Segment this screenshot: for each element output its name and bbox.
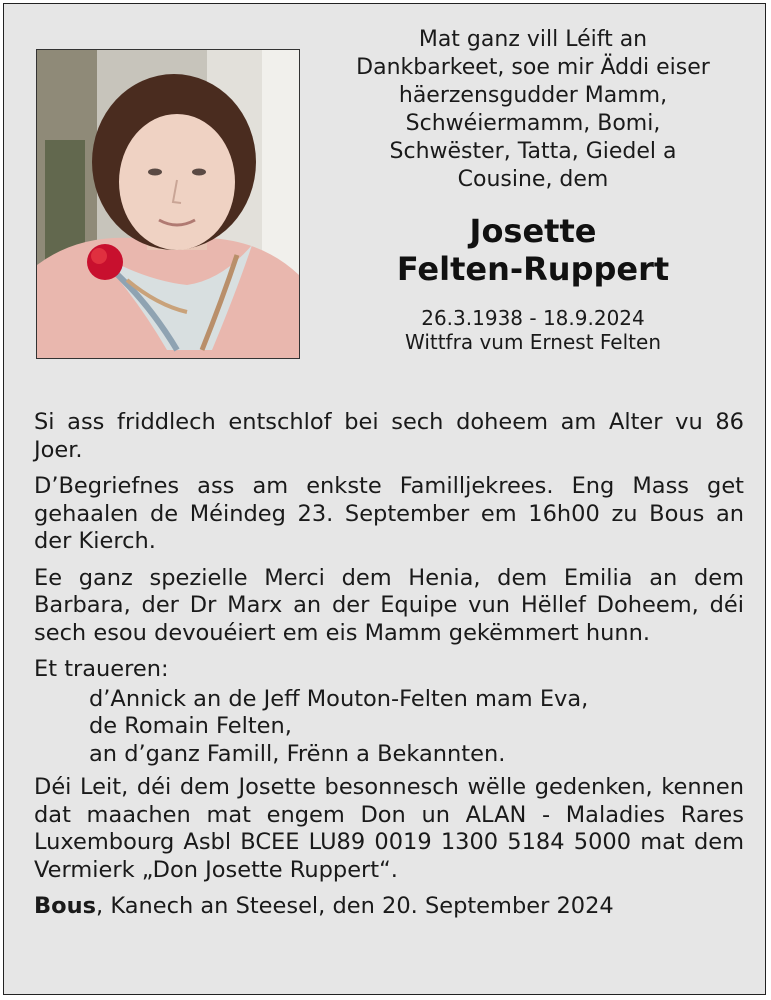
mourner-line: de Romain Felten,: [89, 713, 292, 739]
notice-body: [34, 409, 744, 930]
mourner-line: d’Annick an de Jeff Mouton-Felten mam Eva,: [89, 685, 589, 712]
burial-paragraph: D’Begriefnes ass am enkste Familljekrees. Eng Mass get gehaalen de Méindeg 23. September em 16h00 zu Bous an der Kierch.: [34, 473, 744, 554]
mourners-list: [34, 686, 744, 769]
first-name: Josette: [469, 212, 597, 250]
obituary-notice: [3, 3, 766, 995]
closing-rest: , Kanech an Steesel, den 20. September 2024: [96, 893, 614, 919]
relation: Wittfra vum Ernest Felten: [404, 330, 661, 354]
intro-line: Schwëster, Tatta, Giedel a: [389, 139, 677, 164]
intro-line: Dankbarkeet, soe mir Äddi eiser: [356, 55, 710, 80]
closing-line: [34, 893, 744, 921]
portrait-photo: [36, 49, 300, 359]
life-dates: 26.3.1938 - 18.9.2024: [421, 306, 645, 330]
intro-line: häerzensgudder Mamm,: [398, 83, 668, 108]
life-details: [319, 306, 747, 354]
thanks-paragraph: Ee ganz spezielle Merci dem Henia, dem Emilia an dem Barbara, der Dr Marx an der Equipe vun Hëllef Doheem, déi sech esou devouéiert em eis Mamm gekëmmert hunn.: [34, 564, 744, 646]
mourning-intro: Et traueren:: [34, 656, 169, 682]
intro-line: Schwéiermamm, Bomi,: [405, 111, 661, 136]
portrait-image: [37, 50, 299, 358]
death-paragraph: Si ass friddlech entschlof bei sech doheem am Alter vu 86 Joer.: [34, 409, 744, 463]
deceased-name: [319, 212, 747, 288]
donation-paragraph: Déi Leit, déi dem Josette besonnesch wëlle gedenken, kennen dat maachen mat engem Don un ALAN - Maladies Rares Luxembourg Asbl BCEE LU89 0019 1300 5184 5000 mat dem Vermierk „Don Josette Ruppert“.: [34, 774, 744, 883]
mourner-line: an d’ganz Famill, Frënn a Bekannten.: [89, 740, 506, 767]
intro-line: Mat ganz vill Léift an: [418, 27, 648, 52]
closing-place: Bous: [34, 893, 97, 919]
intro-line: Cousine, dem: [457, 167, 609, 192]
last-name: Felten-Ruppert: [396, 250, 670, 288]
intro-text: [319, 26, 747, 194]
